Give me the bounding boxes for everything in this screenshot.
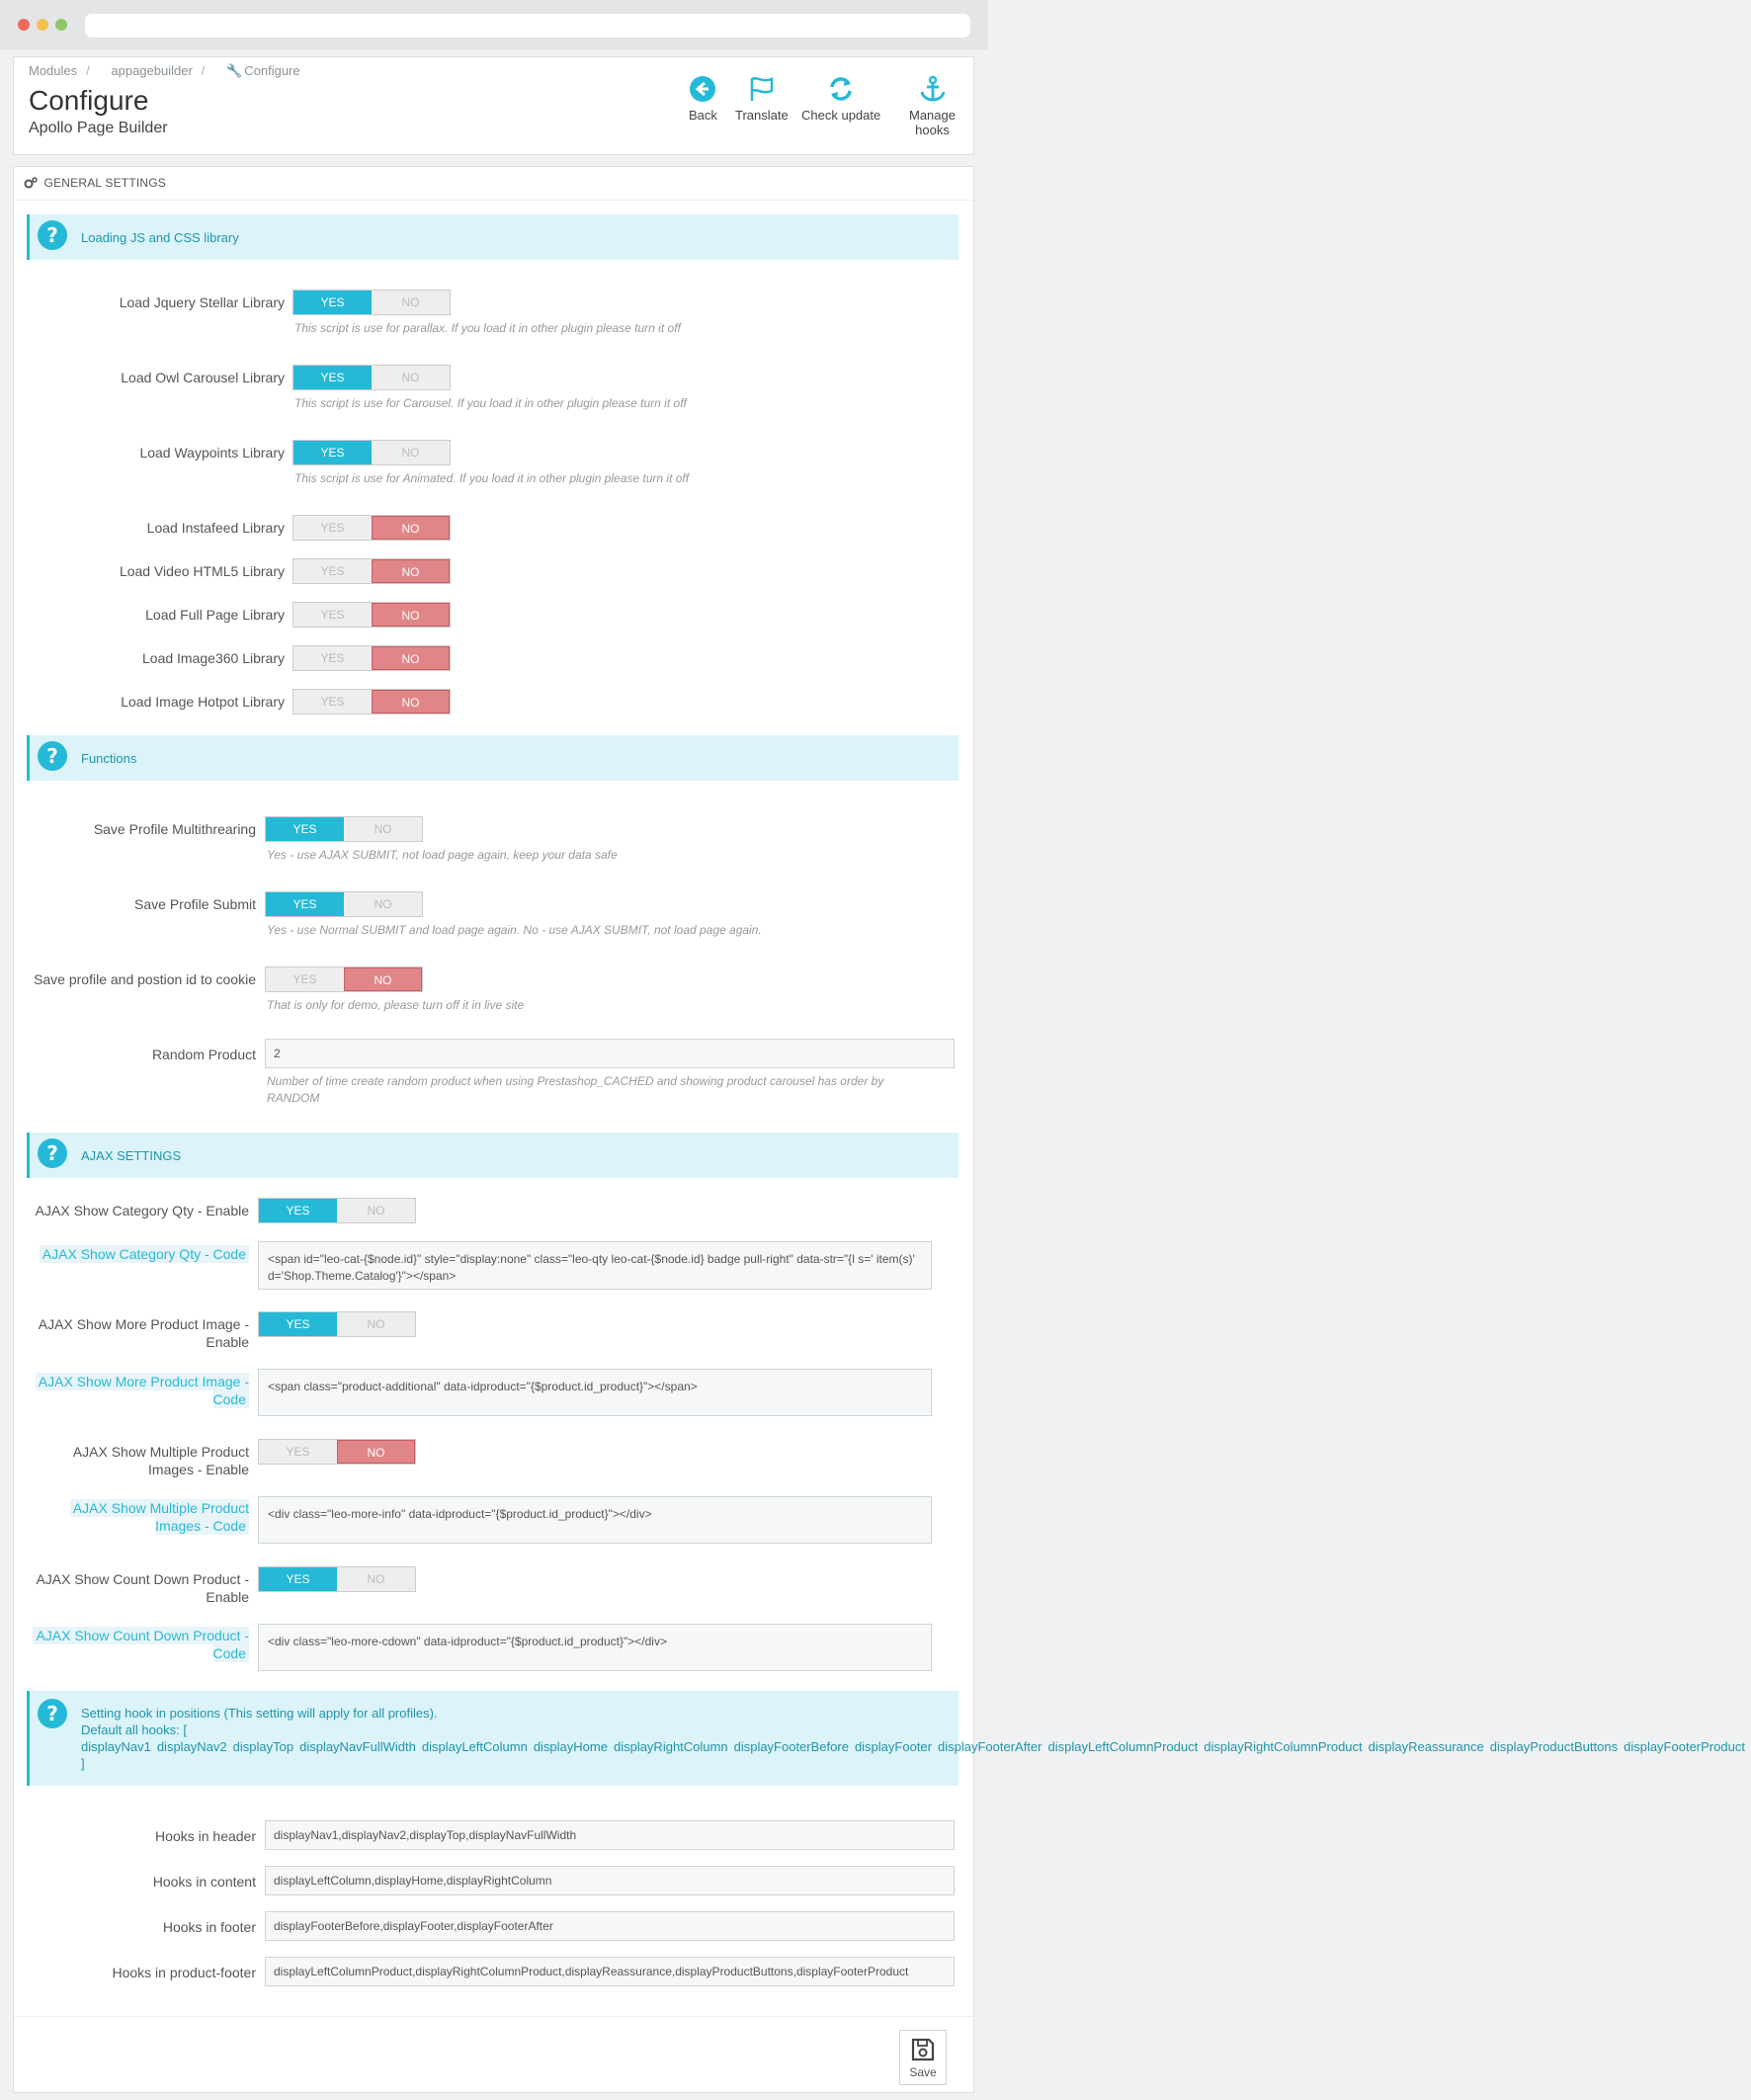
- switch-no[interactable]: NO: [401, 371, 420, 384]
- switch-no[interactable]: NO: [372, 516, 450, 540]
- ajax-label-multi-images-code[interactable]: AJAX Show Multiple Product Images - Code: [30, 1499, 249, 1535]
- hook-link[interactable]: displayRightColumnProduct: [1204, 1739, 1363, 1754]
- hook-info-suffix: ]: [81, 1756, 85, 1771]
- switch-no[interactable]: NO: [367, 1572, 385, 1586]
- lib-switch-hotpot[interactable]: [292, 689, 451, 714]
- section-functions: [27, 735, 959, 781]
- translate-label: Translate: [735, 108, 789, 123]
- lib-label-image360: Load Image360 Library: [142, 650, 285, 666]
- hook-link[interactable]: displayNav2: [156, 1739, 227, 1754]
- anchor-icon: [919, 75, 947, 103]
- hook-link[interactable]: displayFooter: [854, 1739, 932, 1754]
- random-product-help: Number of time create random product when using Prestashop_CACHED and showing product carousel has order by RANDOM: [267, 1074, 884, 1105]
- switch-no[interactable]: NO: [372, 603, 450, 627]
- panel-footer-divider: [14, 2016, 973, 2017]
- lib-switch-image360[interactable]: [292, 645, 451, 671]
- hook-info-prefix: Default all hooks: [: [81, 1722, 187, 1737]
- switch-yes[interactable]: YES: [320, 564, 345, 578]
- browser-chrome: [0, 0, 988, 49]
- lib-label-hotpot: Load Image Hotpot Library: [121, 694, 285, 710]
- switch-yes[interactable]: YES: [266, 817, 344, 841]
- hooks-footer-input[interactable]: displayFooterBefore,displayFooter,displayFooterAfter: [265, 1911, 955, 1941]
- func-switch-submit[interactable]: [265, 891, 423, 917]
- lib-label-instafeed: Load Instafeed Library: [146, 520, 285, 536]
- ajax-switch-countdown[interactable]: [258, 1566, 416, 1592]
- cogs-icon: [24, 177, 38, 189]
- func-help-multithread: Yes - use AJAX SUBMIT, not load page again, keep your data safe: [267, 848, 618, 862]
- switch-no[interactable]: NO: [374, 822, 392, 836]
- switch-yes[interactable]: YES: [259, 1312, 337, 1336]
- hook-link[interactable]: displayRightColumn: [613, 1739, 728, 1754]
- hook-link[interactable]: displayNavFullWidth: [299, 1739, 416, 1754]
- hooks-footer-label: Hooks in footer: [162, 1919, 256, 1935]
- switch-no[interactable]: NO: [367, 1317, 385, 1331]
- hook-link[interactable]: displayFooterAfter: [937, 1739, 1042, 1754]
- switch-yes[interactable]: YES: [320, 608, 345, 622]
- func-help-submit: Yes - use Normal SUBMIT and load page again. No - use AJAX SUBMIT, not load page again.: [267, 923, 762, 937]
- breadcrumb: Modules / appagebuilder / 🔧 Configure: [29, 63, 300, 78]
- ajax-label-more-image-code[interactable]: AJAX Show More Product Image - Code: [30, 1373, 249, 1408]
- hooks-header-input[interactable]: displayNav1,displayNav2,displayTop,displayNavFullWidth: [265, 1820, 955, 1850]
- hook-link[interactable]: displayLeftColumnProduct: [1047, 1739, 1199, 1754]
- switch-no[interactable]: NO: [374, 897, 392, 911]
- lib-switch-video[interactable]: [292, 558, 451, 584]
- check-update-label: Check update: [801, 108, 881, 123]
- switch-no[interactable]: NO: [401, 446, 420, 460]
- lib-switch-owl[interactable]: [292, 365, 451, 390]
- ajax-label-cat-qty-enable: AJAX Show Category Qty - Enable: [35, 1203, 249, 1218]
- question-icon: ?: [38, 1699, 67, 1728]
- switch-no[interactable]: NO: [367, 1204, 385, 1218]
- wrench-icon: 🔧: [226, 63, 243, 78]
- lib-help-stellar: This script is use for parallax. If you load it in other plugin please turn it off: [294, 321, 681, 335]
- func-label-cookie: Save profile and postion id to cookie: [34, 971, 256, 987]
- switch-yes[interactable]: YES: [292, 972, 317, 986]
- hook-info-text: [81, 1705, 1745, 1772]
- hooks-product-footer-label: Hooks in product-footer: [112, 1965, 256, 1980]
- ajax-switch-more-image[interactable]: [258, 1311, 416, 1337]
- lib-switch-waypoints[interactable]: [292, 440, 451, 465]
- breadcrumb-item-appagebuilder[interactable]: appagebuilder: [111, 63, 193, 78]
- manage-hooks-label: Manage hooks: [909, 108, 956, 137]
- hook-link[interactable]: displayTop: [232, 1739, 294, 1754]
- lib-label-waypoints: Load Waypoints Library: [139, 445, 285, 461]
- random-product-label: Random Product: [151, 1047, 256, 1062]
- switch-yes[interactable]: YES: [266, 892, 344, 916]
- switch-yes[interactable]: YES: [286, 1445, 310, 1459]
- manage-hooks-button[interactable]: [891, 75, 973, 137]
- switch-yes[interactable]: YES: [320, 695, 345, 709]
- back-button[interactable]: [689, 75, 717, 123]
- breadcrumb-item-configure: Configure: [244, 63, 300, 78]
- hook-link[interactable]: displayFooterProduct: [1624, 1739, 1745, 1754]
- ajax-label-multi-images-enable: AJAX Show Multiple Product Images - Enable: [72, 1444, 249, 1477]
- lib-help-owl: This script is use for Carousel. If you load it in other plugin please turn it off: [294, 396, 687, 410]
- question-icon: ?: [38, 1138, 67, 1168]
- page-subtitle: Apollo Page Builder: [29, 120, 168, 136]
- section-functions-title: Functions: [81, 751, 137, 766]
- ajax-textarea-multi-images-code[interactable]: <div class="leo-more-info" data-idproduct="{$product.id_product}"></div>: [258, 1496, 932, 1544]
- hook-link[interactable]: displayNav1: [81, 1739, 151, 1754]
- question-icon: ?: [38, 220, 67, 250]
- lib-switch-fullpage[interactable]: [292, 602, 451, 628]
- ajax-label-countdown-enable: AJAX Show Count Down Product - Enable: [36, 1571, 249, 1605]
- switch-no[interactable]: NO: [344, 967, 422, 991]
- back-label: Back: [689, 108, 717, 123]
- switch-yes[interactable]: YES: [293, 366, 372, 389]
- switch-yes[interactable]: YES: [320, 651, 345, 665]
- hook-link[interactable]: displayHome: [533, 1739, 608, 1754]
- hook-link[interactable]: displayLeftColumn: [421, 1739, 528, 1754]
- ajax-textarea-more-image-code[interactable]: <span class="product-additional" data-idproduct="{$product.id_product}"></span>: [258, 1369, 932, 1416]
- random-product-input[interactable]: 2: [265, 1039, 955, 1068]
- switch-no[interactable]: NO: [401, 295, 420, 309]
- hook-info-line1: Setting hook in positions (This setting will apply for all profiles).: [81, 1706, 438, 1721]
- window-maximize-dot[interactable]: [55, 19, 67, 31]
- window-minimize-dot[interactable]: [37, 19, 48, 31]
- lib-switch-instafeed[interactable]: [292, 515, 451, 541]
- window-close-dot[interactable]: [18, 19, 30, 31]
- func-help-cookie: That is only for demo, please turn off it in live site: [267, 998, 525, 1012]
- func-switch-cookie[interactable]: [265, 966, 423, 992]
- func-switch-multithread[interactable]: [265, 816, 423, 842]
- section-js-css: [27, 214, 959, 260]
- save-button[interactable]: [899, 2030, 947, 2085]
- func-label-multithread: Save Profile Multithrearing: [93, 821, 256, 837]
- breadcrumb-item-modules[interactable]: Modules: [29, 63, 78, 78]
- switch-yes[interactable]: YES: [320, 521, 345, 535]
- address-bar[interactable]: [85, 14, 970, 38]
- hook-info-hooks: [81, 1722, 1745, 1772]
- check-update-button[interactable]: [801, 75, 880, 123]
- section-js-css-title: Loading JS and CSS library: [81, 230, 239, 245]
- lib-label-video: Load Video HTML5 Library: [119, 563, 285, 579]
- flag-icon: [747, 75, 777, 103]
- switch-no[interactable]: NO: [372, 646, 450, 670]
- lib-label-owl: Load Owl Carousel Library: [121, 370, 285, 385]
- switch-yes[interactable]: YES: [293, 441, 372, 464]
- switch-yes[interactable]: YES: [259, 1199, 337, 1222]
- switch-yes[interactable]: YES: [293, 291, 372, 314]
- ajax-label-more-image-enable: AJAX Show More Product Image - Enable: [38, 1316, 249, 1350]
- switch-yes[interactable]: YES: [259, 1567, 337, 1591]
- ajax-label-countdown-code[interactable]: AJAX Show Count Down Product - Code: [30, 1627, 249, 1662]
- hooks-content-label: Hooks in content: [152, 1874, 256, 1890]
- question-icon: ?: [38, 741, 67, 771]
- section-ajax-title: AJAX SETTINGS: [81, 1148, 182, 1163]
- func-label-submit: Save Profile Submit: [134, 896, 256, 912]
- hooks-product-footer-input[interactable]: displayLeftColumnProduct,displayRightColumnProduct,displayReassurance,displayProductButtons,displayFooterProduct: [265, 1957, 955, 1986]
- ajax-textarea-cat-qty-code[interactable]: <span id="leo-cat-{$node.id}" style="display:none" class="leo-qty leo-cat-{$node.id} badge pull-right" data-str="{l s=' item(s)' d='Shop.Theme.Catalog'}"></span>: [258, 1241, 932, 1290]
- floppy-disk-icon: [910, 2037, 936, 2062]
- save-label: Save: [909, 2065, 937, 2079]
- hook-info-alert: [27, 1691, 1745, 1786]
- switch-no[interactable]: NO: [372, 559, 450, 583]
- refresh-icon: [827, 75, 855, 103]
- hook-link[interactable]: displayProductButtons: [1489, 1739, 1619, 1754]
- hooks-content-input[interactable]: displayLeftColumn,displayHome,displayRightColumn: [265, 1866, 955, 1895]
- panel-heading: [14, 167, 973, 201]
- hook-link[interactable]: displayFooterBefore: [733, 1739, 849, 1754]
- hooks-header-label: Hooks in header: [155, 1828, 256, 1844]
- lib-switch-stellar[interactable]: [292, 290, 451, 315]
- lib-help-waypoints: This script is use for Animated. If you load it in other plugin please turn it off: [294, 471, 690, 485]
- back-arrow-icon: [689, 75, 716, 103]
- switch-no[interactable]: NO: [337, 1440, 415, 1464]
- translate-button[interactable]: [735, 75, 789, 123]
- page-title: Configure: [29, 85, 149, 116]
- ajax-switch-multi-images[interactable]: [258, 1439, 416, 1465]
- section-ajax: [27, 1133, 959, 1178]
- lib-label-fullpage: Load Full Page Library: [145, 607, 285, 623]
- switch-no[interactable]: NO: [372, 690, 450, 714]
- lib-label-stellar: Load Jquery Stellar Library: [119, 294, 285, 310]
- ajax-textarea-countdown-code[interactable]: <div class="leo-more-cdown" data-idproduct="{$product.id_product}"></div>: [258, 1624, 932, 1671]
- ajax-switch-cat-qty[interactable]: [258, 1198, 416, 1223]
- panel-title: GENERAL SETTINGS: [43, 176, 166, 190]
- ajax-label-cat-qty-code[interactable]: AJAX Show Category Qty - Code: [30, 1245, 249, 1263]
- page-header: [13, 56, 974, 155]
- hook-link[interactable]: displayReassurance: [1368, 1739, 1484, 1754]
